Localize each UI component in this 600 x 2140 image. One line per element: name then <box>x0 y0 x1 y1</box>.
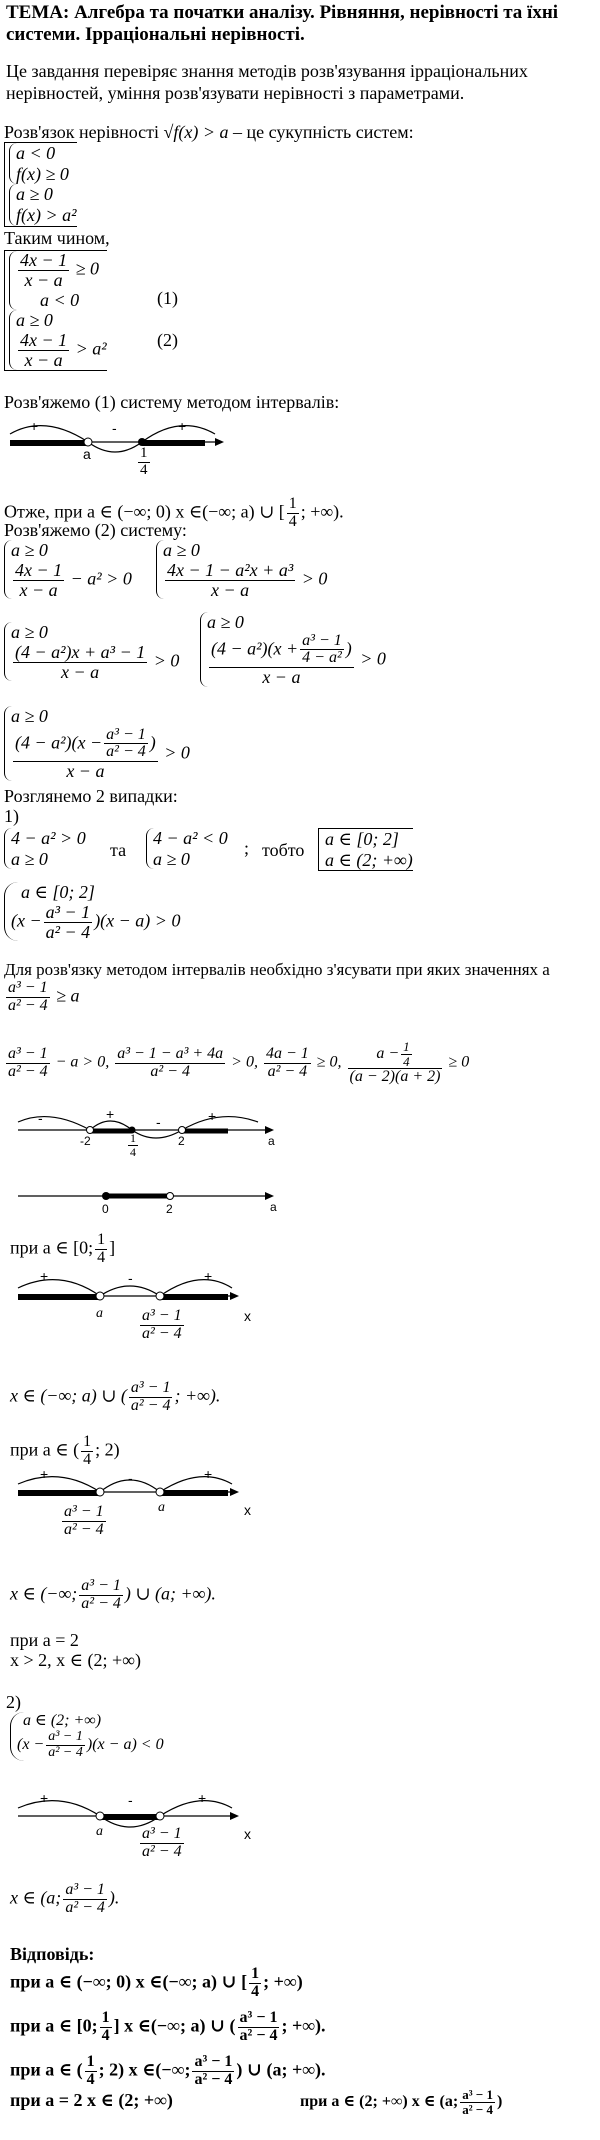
axis1-one: 1 <box>140 445 148 461</box>
axis4-plus-1: + <box>40 1268 49 1284</box>
s2-den-2: x − a <box>24 350 63 371</box>
answer-line-4: при a = 2 x ∈ (2; +∞) <box>10 2090 173 2110</box>
resB-pre: x ∈ (−∞; <box>10 1583 78 1604</box>
solution-statement <box>4 122 414 143</box>
ans1-num: 1 <box>251 1965 260 1982</box>
topic-prefix: ТЕМА: <box>6 2 70 23</box>
caseB-num: 1 <box>83 1433 92 1450</box>
sys3e-in-num: a³ − 1 <box>106 725 146 743</box>
chain-b-num: a³ − 1 − a³ + 4a <box>117 1044 224 1062</box>
need-text: Для розв'язку методом інтервалів необхідно з'ясувати при яких значеннях a <box>4 960 550 979</box>
result-b <box>10 1578 216 1613</box>
axis4-num: a³ − 1 <box>142 1307 182 1324</box>
sys3d-gt0: > 0 <box>360 648 386 669</box>
chain-d-num-a: a − <box>376 1044 400 1062</box>
sys3b-den: x − a <box>211 579 250 600</box>
case-c-line1: при a = 2 <box>10 1630 79 1650</box>
solve-2-text: Розв'яжемо (2) систему: <box>4 520 187 540</box>
chain-c-num: 4a − 1 <box>265 1044 309 1062</box>
chain-a-num: a³ − 1 <box>8 1044 48 1062</box>
axis4-den: a² − 4 <box>142 1324 182 1342</box>
chain-d-num-1: 1 <box>403 1039 410 1054</box>
sys3d-age0: a ≥ 0 <box>207 612 244 632</box>
ans3-pre: при a ∈ ( <box>10 2059 83 2080</box>
answer-line-5 <box>300 2088 502 2116</box>
result-7 <box>10 1882 119 1917</box>
sys3a-tail: − a² > 0 <box>70 568 132 589</box>
sys1-line2: f(x) ≥ 0 <box>16 163 69 184</box>
axis1-four: 4 <box>140 461 148 478</box>
caseB-den: 4 <box>83 1450 92 1468</box>
sys7-den: a² − 4 <box>48 1745 83 1761</box>
s2-num: 4x − 1 <box>20 250 68 270</box>
sys3c-num: (4 − a²)x + a³ − 1 <box>15 641 146 662</box>
sys3e-age0: a ≥ 0 <box>11 706 48 726</box>
s2-a-ge-0: a ≥ 0 <box>16 310 53 331</box>
systems-collection <box>4 142 77 227</box>
result1-text: Отже, при a ∈ (−∞; 0) x ∈(−∞; a) ∪ [ <box>4 501 285 522</box>
axis5-den: a² − 4 <box>64 1520 104 1538</box>
case2a: 4 − a² < 0 <box>153 828 228 848</box>
axis6-num: a³ − 1 <box>142 1825 182 1842</box>
sys3b-num: 4x − 1 − a²x + a³ <box>167 559 294 580</box>
sys2-line1: a ≥ 0 <box>16 184 53 205</box>
chain-d-tail: ≥ 0 <box>448 1053 470 1071</box>
ans1-post: ; +∞) <box>263 1971 303 1992</box>
ans3-fden: a² − 4 <box>194 2070 233 2088</box>
case2b: a ≥ 0 <box>153 848 190 869</box>
axis2-quarter <box>126 1132 140 1158</box>
axis4-a: a <box>96 1306 103 1321</box>
ans2-den: 4 <box>101 2026 110 2044</box>
axis5-a: a <box>158 1500 165 1515</box>
ans5-pre: при a ∈ (2; +∞) x ∈ (a; <box>300 2092 459 2110</box>
answer-line-2 <box>10 2010 326 2045</box>
system-3b <box>156 540 327 599</box>
system-7 <box>10 1712 164 1761</box>
ans3-num: 1 <box>86 2053 95 2070</box>
axis3-zero: 0 <box>102 1202 109 1216</box>
case-range-collection <box>318 828 413 871</box>
sys3d-den: x − a <box>262 667 301 688</box>
axis4-x: x <box>244 1308 251 1324</box>
ans2-fden: a² − 4 <box>239 2026 278 2044</box>
number-line-3 <box>0 1180 300 1220</box>
axis5-x: x <box>244 1502 251 1518</box>
sys1-line1: a < 0 <box>16 143 56 163</box>
sys7-pre: (x − <box>17 1736 45 1754</box>
ans5-post: ) <box>497 2092 503 2110</box>
res7-den: a² − 4 <box>65 1898 105 1916</box>
axis2-plus-1: + <box>106 1106 115 1122</box>
caseB-pre: при a ∈ ( <box>10 1439 80 1460</box>
ans5-num: a³ − 1 <box>462 2087 493 2102</box>
caseA-pre: при a ∈ [0; <box>10 1237 94 1258</box>
chain-d-den: (a − 2)(a + 2) <box>349 1068 441 1086</box>
caseA-post: ] <box>109 1237 116 1258</box>
chain-a-tail: − a > 0, <box>55 1053 110 1071</box>
caseA-num: 1 <box>97 1231 106 1248</box>
system-3d <box>200 612 386 687</box>
s2-ge0: ≥ 0 <box>75 258 100 279</box>
case-system-2 <box>146 828 228 869</box>
ans2-pre: при a ∈ [0; <box>10 2015 98 2036</box>
statement-expr: √f(x) > a <box>163 122 229 142</box>
cases-heading: Розглянемо 2 випадки: <box>4 786 178 806</box>
axis1-a: a <box>83 446 91 462</box>
ans3-mid: ; 2) x ∈(−∞; <box>98 2059 191 2080</box>
system-6 <box>4 882 180 941</box>
chain-expr <box>4 1040 469 1086</box>
axis2-minus-2: - <box>156 1114 161 1130</box>
resA-post: ; +∞). <box>174 1385 221 1406</box>
statement-before: Розв'язок нерівності <box>4 122 164 142</box>
ans3-den: 4 <box>86 2070 95 2088</box>
resA-num: a³ − 1 <box>130 1379 171 1396</box>
axis1-quarter <box>136 446 152 479</box>
axis5-plus-1: + <box>40 1466 49 1482</box>
thus-label: Таким чином, <box>4 228 110 248</box>
cmp-num: a³ − 1 <box>8 979 48 996</box>
systems-collection-2 <box>4 250 107 371</box>
system-label-1: (1) <box>157 288 178 308</box>
axis6-x: x <box>244 1826 251 1842</box>
sys3e-pre: (4 − a²)(x − <box>15 732 103 753</box>
axis6-a: a <box>96 1824 103 1839</box>
axis2-neg2: -2 <box>80 1134 91 1148</box>
ans1-den: 4 <box>251 1982 260 2000</box>
case-c-line2: x > 2, x ∈ (2; +∞) <box>10 1650 141 1670</box>
sys3b-gt0: > 0 <box>301 568 328 589</box>
statement-after: – це сукупність систем: <box>228 122 414 142</box>
sys6-den: a² − 4 <box>45 921 91 942</box>
cmp-tail: ≥ a <box>56 985 80 1006</box>
chain-b-den: a² − 4 <box>150 1062 190 1080</box>
system-label-2: (2) <box>157 330 178 350</box>
ans3-fnum: a³ − 1 <box>194 2053 233 2070</box>
result1-num: 1 <box>288 495 297 512</box>
s2-a-lt-0: a < 0 <box>40 289 80 310</box>
axis2-a: a <box>268 1134 275 1148</box>
sys6-post: )(x − a) > 0 <box>94 910 181 931</box>
res7-post: ). <box>108 1887 120 1908</box>
case-1-label: 1) <box>4 806 19 826</box>
ans3-post: ) ∪ (a; +∞). <box>236 2059 326 2080</box>
axis1-plus-right: + <box>178 418 187 434</box>
answer-line-3 <box>10 2054 326 2089</box>
resB-den: a² − 4 <box>81 1594 121 1612</box>
sys6-pre: (x − <box>11 910 42 931</box>
caseA-den: 4 <box>97 1248 106 1266</box>
range2: a ∈ (2; +∞) <box>325 849 413 870</box>
axis6-frac <box>138 1826 186 1861</box>
cmp-den: a² − 4 <box>8 996 48 1014</box>
system-3c <box>4 622 179 681</box>
resA-pre: x ∈ (−∞; a) ∪ ( <box>10 1385 127 1406</box>
axis4-frac <box>138 1308 186 1343</box>
sys3e-post: ) <box>149 732 156 753</box>
number-line-6 <box>0 1782 260 1842</box>
result1-den: 4 <box>288 512 297 530</box>
number-line-2 <box>0 1100 300 1180</box>
caseB-post: ; 2) <box>95 1439 120 1460</box>
system-3e <box>4 706 190 781</box>
axis2-two: 2 <box>178 1134 185 1148</box>
sys3d-in-den: 4 − a² <box>302 649 342 667</box>
sys7-num: a³ − 1 <box>48 1729 83 1745</box>
resB-post: ) ∪ (a; +∞). <box>124 1583 216 1604</box>
topic-title <box>6 2 586 46</box>
sys6-a: a ∈ [0; 2] <box>21 882 95 902</box>
sys3d-in-num: a³ − 1 <box>302 631 342 649</box>
answer-heading: Відповідь: <box>10 1944 95 1964</box>
sys6-num: a³ − 1 <box>45 901 91 922</box>
result1-tail: ; +∞). <box>300 501 344 522</box>
compare-expr <box>4 980 79 1015</box>
res7-pre: x ∈ (a; <box>10 1887 62 1908</box>
axis2-plus-2: + <box>208 1108 217 1124</box>
sys3c-age0: a ≥ 0 <box>11 622 48 642</box>
s2-den: x − a <box>24 269 63 290</box>
ans1-pre: при a ∈ (−∞; 0) x ∈(−∞; a) ∪ [ <box>10 1971 248 1992</box>
axis5-plus-2: + <box>204 1466 213 1482</box>
ans2-fnum: a³ − 1 <box>239 2009 278 2026</box>
ans2-post: ; +∞). <box>281 2015 326 2036</box>
sys3e-gt0: > 0 <box>164 742 190 763</box>
topic-text: Алгебра та початки аналізу. Рівняння, нерівності та їхні системи. Ірраціональні нерівності. <box>6 2 559 45</box>
axis4-minus: - <box>128 1270 133 1286</box>
ans2-num: 1 <box>101 2009 110 2026</box>
ans2-mid: ] x ∈(−∞; a) ∪ ( <box>113 2015 236 2036</box>
sys3d-post: ) <box>345 638 352 659</box>
resA-den: a² − 4 <box>130 1396 171 1414</box>
chain-d-num-4: 4 <box>403 1053 410 1069</box>
case1b: a ≥ 0 <box>11 848 48 869</box>
axis4-plus-2: + <box>204 1268 213 1284</box>
chain-b-tail: > 0, <box>231 1053 258 1071</box>
axis6-den: a² − 4 <box>142 1842 182 1860</box>
sys3c-den: x − a <box>61 661 100 682</box>
axis6-plus-1: + <box>40 1790 49 1806</box>
axis2-four: 4 <box>130 1144 136 1159</box>
ans5-den: a² − 4 <box>462 2101 493 2117</box>
axis5-frac <box>60 1504 108 1539</box>
sys7-a: a ∈ (2; +∞) <box>23 1712 102 1729</box>
case-system-1 <box>4 828 86 869</box>
sys3a-den: x − a <box>19 579 58 600</box>
sys3a-age0: a ≥ 0 <box>11 540 48 560</box>
sys3e-den: x − a <box>66 761 105 782</box>
answer-line-1 <box>10 1966 303 2001</box>
sys3c-gt0: > 0 <box>153 650 180 671</box>
axis2-one: 1 <box>130 1131 136 1145</box>
axis6-plus-2: + <box>198 1790 207 1806</box>
sys3b-age0: a ≥ 0 <box>163 540 200 560</box>
semicolon: ; <box>244 838 250 858</box>
axis3-a: a <box>270 1200 277 1214</box>
resB-num: a³ − 1 <box>81 1577 121 1594</box>
chain-c-den: a² − 4 <box>267 1062 308 1080</box>
axis1-minus: - <box>112 420 117 436</box>
chain-a-den: a² − 4 <box>8 1062 48 1080</box>
that-word: тобто <box>262 840 305 860</box>
axis3-two: 2 <box>166 1202 173 1216</box>
axis1-plus-left: + <box>30 418 39 434</box>
axis5-minus: - <box>128 1470 133 1486</box>
range1: a ∈ [0; 2] <box>325 829 399 849</box>
s2-num-2: 4x − 1 <box>20 330 68 351</box>
and-word: та <box>110 840 127 860</box>
number-line-5 <box>0 1458 260 1518</box>
system-3a <box>4 540 132 599</box>
solve-1-text: Розв'яжемо (1) систему методом інтервалів: <box>4 392 340 412</box>
chain-c-tail: ≥ 0, <box>316 1053 342 1071</box>
intro-paragraph: Це завдання перевіряє знання методів розв'язування ірраціональних нерівностей, уміння розв'язувати нерівності з параметрами. <box>6 61 528 103</box>
sys3d-pre: (4 − a²)(x + <box>211 638 299 659</box>
case-2-label: 2) <box>6 1692 21 1712</box>
sys3e-in-den: a² − 4 <box>106 743 146 761</box>
result-a <box>10 1380 220 1415</box>
axis5-num: a³ − 1 <box>64 1503 104 1520</box>
res7-num: a³ − 1 <box>65 1881 105 1898</box>
axis2-minus-1: - <box>38 1110 43 1126</box>
axis6-minus: - <box>128 1792 133 1808</box>
case1a: 4 − a² > 0 <box>11 828 86 848</box>
sys7-post: )(x − a) < 0 <box>86 1736 164 1754</box>
sys2-line2: f(x) > a² <box>16 205 77 226</box>
s2-gt-a2: > a² <box>75 338 107 359</box>
sys3a-num: 4x − 1 <box>15 559 63 580</box>
